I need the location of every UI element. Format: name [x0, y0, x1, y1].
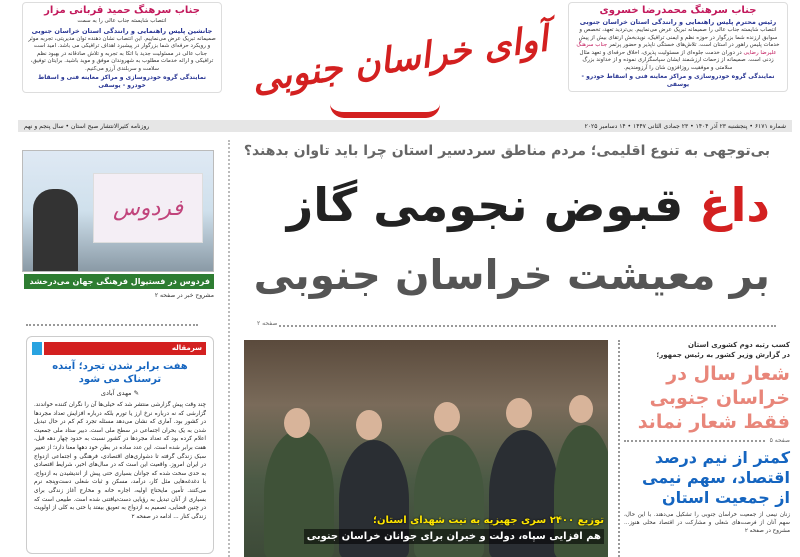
right-story-body: زنان نیمی از جمعیت خراسان جنوبی را تشکیل می‌دهند. با این حال، سهم آنان از فرصت‌های شغلی و مشارکت در اقتصاد محلی هنوز... مشروح در صفحه ۲: [624, 512, 790, 534]
slogan: روزنامه کثیرالانتشار صبح استان • سال پنجم و نهم: [24, 122, 150, 130]
ad-position: جانشین پلیس راهنمایی و رانندگی استان خراسان جنوبی: [31, 26, 213, 35]
editorial-label: سرمقاله: [171, 344, 202, 352]
masthead: [240, 8, 560, 112]
photo-banner: فردوس: [93, 173, 203, 243]
divider-dots: [26, 324, 198, 326]
left-story-caption: فردوس در فستیوال فرهنگی جهان می‌درخشد: [24, 274, 214, 289]
right-column: [624, 340, 790, 557]
ad-body: [574, 27, 782, 72]
main-photo-caption-title: توزیع ۲۴۰۰ سری جهیزیه به نیت شهدای استان؛: [373, 515, 604, 526]
headline-text: قبوض نجومی گاز: [286, 178, 684, 232]
ad-signature: نمایندگی گروه خودروسازی و مراکز معاینه فنی و اسقاط خودرو - یوسفی: [37, 74, 206, 89]
ad-body-text: انتصاب شایسته جناب عالی را صمیمانه تبریک عرض می‌نماییم. بی‌تردید تعهد، تخصص و سوابق ارزنده شما بزرگوار در حوزه نظم و ایمنی ترافیک، نویدبخش ارتقای بیش از پیش خدمات پلیس راهور در استان است. تلاش‌های خستگی ناپذیر و حضور پرثمر: [578, 27, 780, 48]
photo-face: [506, 398, 532, 428]
left-story-caption-block: [24, 274, 214, 300]
photo-face: [569, 395, 593, 423]
festival-photo: [22, 150, 214, 272]
ad-position: رئیس محترم پلیس راهنمایی و رانندگی استان خراسان جنوبی: [579, 18, 777, 26]
congratulation-ad-right: [568, 2, 788, 92]
column-divider: [228, 140, 230, 557]
headline-red-word: داغ: [699, 178, 770, 232]
logo-swoosh: [330, 104, 440, 118]
page-ref: صفحه ۲: [254, 320, 277, 328]
left-story-more[interactable]: مشروح خبر در صفحه ۲: [154, 292, 214, 299]
right-kicker: در گزارش وزیر کشور به رئیس جمهور؛: [656, 351, 790, 359]
lead-subhead: بی‌توجهی به تنوع اقلیمی؛ مردم مناطق سردسیر استان چرا باید تاوان بدهند؟: [243, 143, 770, 159]
editorial-body: چند وقت پیش گزارشی منتشر شد که خیلی‌ها آن را نگران کننده خواندند. گزارشی که نه درباره نرخ ارز یا تورم بلکه درباره افزایش تعداد مجردها در کشور بود. آماری که نشان می‌دهد مسئله تجرد کم کم در حال تبدیل شدن به یک بحران اجتماعی در سطح ملی است. دبیر ستاد ملی جمعیت اعلام کرده بود که تعداد مجردها در کشور نسبت به حدود چهار دهه قبل، هفت برابر شده است. این عدد ساده در بطن خود دهها معنا دارد؛ از تغییر سبک زندگی گرفته تا دشواری‌های اقتصادی، فرهنگی و اجتماعی ازدواج در ایران امروز. واقعیت این است که در سال‌های اخیر، شرایط اقتصادی به حدی سخت شده که جوانان بسیاری حتی پیش از اندیشیدن به ازدواج، با دغدغه‌هایی مثل کار، درآمد، مسکن و ثبات شغلی دست‌وپنجه نرم می‌کنند. تأمین مایحتاج اولیه، اجاره خانه و مخارج آغاز زندگی برای بسیاری از آنان تبدیل به رؤیایی دست‌نیافتنی شده است. طبیعی است که در چنین فضایی، تصمیم به ازدواج به تعویق بیفتد یا حتی به کلی از اولویت زندگی کنار ... ادامه در صفحه ۲: [34, 402, 206, 520]
right-separator: [624, 437, 790, 445]
lead-headline: [250, 176, 770, 234]
divider-dots: [256, 325, 776, 327]
main-photo-caption-sub: هم افزایی سپاه، دولت و خیران برای جوانان خراسان جنوبی: [304, 529, 604, 544]
issue-info-bar: [18, 120, 792, 132]
editorial-label-bar: [44, 342, 206, 355]
editorial-title: هفت برابر شدن تجرد؛ آینده ترسناک می شود: [52, 361, 188, 385]
newspaper-logo: آوای خراسان جنوبی: [249, 18, 551, 101]
divider-dots: [624, 440, 765, 442]
ad-highlight: جناب سرهنگ علیرضا رضایی: [576, 42, 777, 56]
ad-title: جناب سرهنگ حمید قربانی مزار: [44, 5, 200, 16]
editorial-author: [34, 389, 206, 397]
ad-title: جناب سرهنگ محمدرضا خسروی: [599, 5, 757, 16]
right-headline: شعار سال در خراسان جنوبی فقط شعار نماند: [637, 363, 790, 433]
lead-headline-line2: بر معیشت خراسان جنوبی: [253, 251, 770, 299]
right-kicker: کسب رتبه دوم کشوری استان: [688, 341, 790, 349]
congratulation-ad-left: [22, 2, 222, 93]
photo-person: [33, 189, 78, 272]
issue-line: شماره ۶۱۷۱ • پنجشنبه ۲۳ آذر ۱۴۰۴ • ۲۳ جمادی الثانی ۱۴۴۷ • ۱۴ دسامبر ۲۰۲۵: [584, 122, 786, 130]
photo-face: [284, 408, 310, 438]
photo-face: [434, 402, 460, 432]
author-name: مهدی آبادی: [100, 389, 132, 397]
main-photo-caption: [248, 514, 604, 544]
ad-line: انتصاب شایسته جناب عالی را به سمت: [77, 18, 167, 24]
page-ref: صفحه ۵: [767, 437, 790, 445]
author-icon: ✎: [131, 389, 140, 397]
photo-face: [356, 410, 382, 440]
editorial-box: [26, 336, 214, 554]
label-square-icon: [32, 342, 42, 355]
ad-body: صمیمانه تبریک عرض می‌نماییم. این انتصاب نشان دهنده توان مدیریتی، تجربه موثر و رویکرد حرفه‌ای شما بزرگوار در پیشبرد اهداف ترافیکی می باشد. امید است جناب عالی در مسئولیت جدید با اتکا به تجربه و تلاش صادقانه در بهبود نظم ترافیکی و ارائه خدمات مطلوب به شهروندان موفق و موید باشید. برایتان توفیق، سلامت و سربلندی آرزو می‌کنیم.: [28, 35, 216, 72]
right-headline-2: کمتر از نیم درصد اقتصاد، سهم نیمی از جمعیت استان: [642, 448, 790, 507]
column-divider: [618, 340, 620, 557]
ad-signature: نمایندگی گروه خودروسازی و مراکز معاینه فنی و اسقاط خودرو - یوسفی: [581, 73, 775, 88]
ad-body-text: در دوران خدمت جلوه‌ای از مسئولیت پذیری، اخلاق حرفه‌ای و تعهد مثال زدنی است. صمیمانه از زحمات ارزشمند ایشان سپاسگزاری نموده و از خداوند بزرگ سلامتی و موفقیت روزافزون شان را آرزومندیم.: [579, 49, 774, 71]
